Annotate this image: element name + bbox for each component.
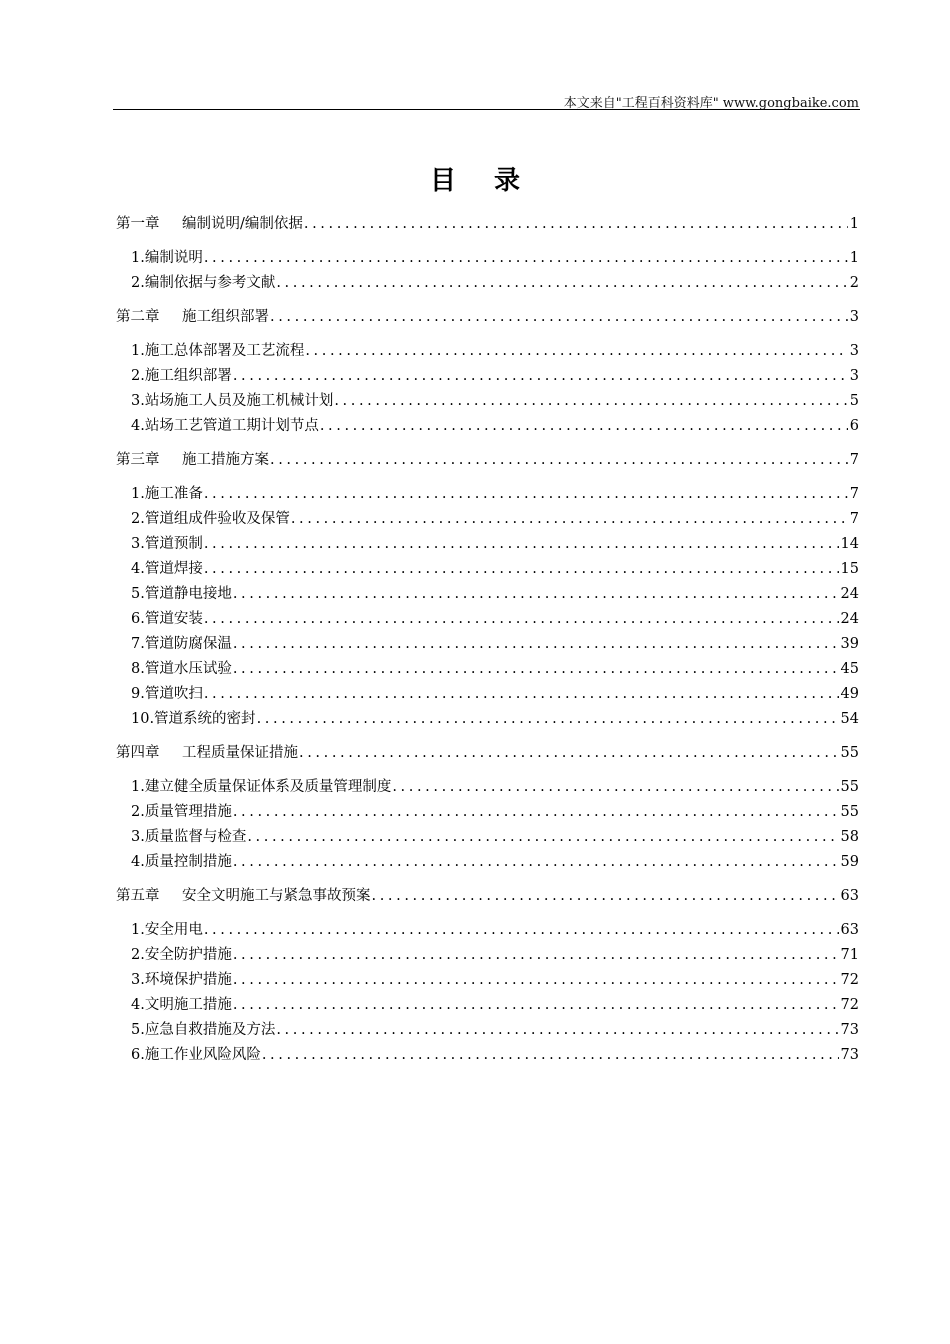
toc-dot-leader <box>204 247 848 269</box>
toc-section-row[interactable] <box>131 390 859 412</box>
toc-dot-leader <box>276 272 847 294</box>
header-divider <box>113 109 860 110</box>
toc-chapter-title: 施工组织部署 <box>182 309 269 325</box>
toc-dot-leader <box>392 776 838 798</box>
toc-dot-leader <box>247 826 838 848</box>
toc-page-number: 58 <box>840 829 859 845</box>
toc-dot-leader <box>291 508 848 530</box>
toc-dot-leader <box>204 608 839 630</box>
toc-section-row[interactable] <box>131 969 859 991</box>
toc-section-row[interactable] <box>131 919 859 941</box>
toc-dot-leader <box>320 415 848 437</box>
toc-page-number: 55 <box>840 745 859 761</box>
toc-entry-label: 5.应急自救措施及方法 <box>131 1022 276 1038</box>
toc-entry-label: 4.文明施工措施 <box>131 997 232 1013</box>
toc-entry-label: 3.站场施工人员及施工机械计划 <box>131 393 334 409</box>
toc-chapter-number: 第三章 <box>116 452 160 468</box>
toc-section-row[interactable] <box>131 365 859 387</box>
toc-entry-label: 9.管道吹扫 <box>131 686 203 702</box>
toc-page-number: 73 <box>840 1022 859 1038</box>
toc-page-number: 2 <box>849 275 859 291</box>
toc-dot-leader <box>233 365 848 387</box>
toc-page-number: 14 <box>840 536 859 552</box>
toc-entry-label <box>116 742 298 764</box>
toc-entry-label: 5.管道静电接地 <box>131 586 232 602</box>
toc-section-row[interactable] <box>131 1044 859 1066</box>
toc-entry-label <box>116 885 371 907</box>
toc-section-row[interactable] <box>131 1019 859 1041</box>
toc-section-row[interactable] <box>131 826 859 848</box>
header-source-text: 本文来自"工程百科资料库" www.gongbaike.com <box>563 96 859 111</box>
toc-entry-label: 4.质量控制措施 <box>131 854 232 870</box>
toc-page-number: 55 <box>840 804 859 820</box>
toc-entry-label: 6.施工作业风险风险 <box>131 1047 261 1063</box>
toc-chapter-number: 第一章 <box>116 216 160 232</box>
toc-page-number: 7 <box>849 511 859 527</box>
toc-page-number: 54 <box>840 711 859 727</box>
toc-entry-label: 3.质量监督与检查 <box>131 829 247 845</box>
toc-dot-leader <box>304 213 848 235</box>
toc-chapter-row[interactable] <box>116 742 859 764</box>
toc-section-row[interactable] <box>131 776 859 798</box>
toc-chapter-title: 施工措施方案 <box>182 452 269 468</box>
toc-entry-label: 1.施工总体部署及工艺流程 <box>131 343 305 359</box>
toc-entry-label: 8.管道水压试验 <box>131 661 232 677</box>
toc-dot-leader <box>233 851 839 873</box>
toc-section-row[interactable] <box>131 633 859 655</box>
toc-chapter-number: 第二章 <box>116 309 160 325</box>
toc-dot-leader <box>204 483 848 505</box>
toc-page-number: 73 <box>840 1047 859 1063</box>
toc-entry-label: 2.质量管理措施 <box>131 804 232 820</box>
toc-entry-label: 4.站场工艺管道工期计划节点 <box>131 418 319 434</box>
toc-page-number: 45 <box>840 661 859 677</box>
toc-section-row[interactable] <box>131 340 859 362</box>
toc-page-number: 3 <box>849 368 859 384</box>
toc-page-number: 72 <box>840 997 859 1013</box>
toc-dot-leader <box>204 683 839 705</box>
toc-chapter-row[interactable] <box>116 885 859 907</box>
toc-dot-leader <box>233 658 839 680</box>
toc-section-row[interactable] <box>131 994 859 1016</box>
toc-page-number: 39 <box>840 636 859 652</box>
toc-entry-label: 3.环境保护措施 <box>131 972 232 988</box>
toc-page-number: 1 <box>849 216 859 232</box>
toc-entry-label: 1.安全用电 <box>131 922 203 938</box>
toc-entry-label: 10.管道系统的密封 <box>131 711 256 727</box>
toc-chapter-number: 第四章 <box>116 745 160 761</box>
toc-entry-label: 6.管道安装 <box>131 611 203 627</box>
toc-entry-label: 1.编制说明 <box>131 250 203 266</box>
toc-entry-label: 2.管道组成件验收及保管 <box>131 511 290 527</box>
toc-page-number: 24 <box>840 586 859 602</box>
toc-dot-leader <box>262 1044 839 1066</box>
toc-dot-leader <box>276 1019 838 1041</box>
toc-dot-leader <box>233 994 839 1016</box>
toc-section-row[interactable] <box>131 272 859 294</box>
toc-entry-label: 2.施工组织部署 <box>131 368 232 384</box>
toc-page-number: 49 <box>840 686 859 702</box>
toc-page-number: 55 <box>840 779 859 795</box>
toc-page-number: 15 <box>840 561 859 577</box>
toc-dot-leader <box>305 340 847 362</box>
toc-chapter-number: 第五章 <box>116 888 160 904</box>
page-title: 目录 <box>429 166 558 196</box>
toc-entry-label: 2.安全防护措施 <box>131 947 232 963</box>
toc-dot-leader <box>372 885 839 907</box>
toc-section-row[interactable] <box>131 708 859 730</box>
toc-page-number: 3 <box>849 343 859 359</box>
toc-entry-label: 4.管道焊接 <box>131 561 203 577</box>
toc-chapter-title: 工程质量保证措施 <box>182 745 298 761</box>
toc-section-row[interactable] <box>131 583 859 605</box>
toc-section-row[interactable] <box>131 801 859 823</box>
toc-entry-label: 1.施工准备 <box>131 486 203 502</box>
toc-section-row[interactable] <box>131 533 859 555</box>
toc-dot-leader <box>257 708 839 730</box>
toc-page-number: 24 <box>840 611 859 627</box>
toc-page-number: 3 <box>849 309 859 325</box>
toc-dot-leader <box>233 969 839 991</box>
toc-entry-label <box>116 306 269 328</box>
toc-dot-leader <box>233 801 839 823</box>
toc-page-number: 71 <box>840 947 859 963</box>
toc-page-number: 63 <box>840 888 859 904</box>
toc-chapter-row[interactable] <box>116 306 859 328</box>
toc-section-row[interactable] <box>131 944 859 966</box>
toc-page-number: 72 <box>840 972 859 988</box>
toc-dot-leader <box>233 944 839 966</box>
toc-page-number: 5 <box>849 393 859 409</box>
toc-entry-label <box>116 449 269 471</box>
toc-section-row[interactable] <box>131 608 859 630</box>
toc-section-row[interactable] <box>131 558 859 580</box>
toc-dot-leader <box>233 583 839 605</box>
toc-dot-leader <box>270 449 848 471</box>
toc-dot-leader <box>204 919 839 941</box>
toc-entry-label: 3.管道预制 <box>131 536 203 552</box>
toc-page-number: 59 <box>840 854 859 870</box>
toc-section-row[interactable] <box>131 851 859 873</box>
toc-page-number: 7 <box>849 452 859 468</box>
toc-chapter-row[interactable] <box>116 449 859 471</box>
toc-page-number: 7 <box>849 486 859 502</box>
toc-section-row[interactable] <box>131 683 859 705</box>
toc-dot-leader <box>204 533 839 555</box>
toc-entry-label: 7.管道防腐保温 <box>131 636 232 652</box>
toc-entry-label: 2.编制依据与参考文献 <box>131 275 276 291</box>
toc-dot-leader <box>204 558 839 580</box>
toc-page-number: 6 <box>849 418 859 434</box>
toc-chapter-title: 安全文明施工与紧急事故预案 <box>182 888 371 904</box>
toc-page-number: 1 <box>849 250 859 266</box>
toc-section-row[interactable] <box>131 247 859 269</box>
toc-entry-label <box>116 213 303 235</box>
toc-section-row[interactable] <box>131 658 859 680</box>
toc-dot-leader <box>233 633 839 655</box>
toc-dot-leader <box>299 742 839 764</box>
toc-dot-leader <box>270 306 848 328</box>
toc-page-number: 63 <box>840 922 859 938</box>
toc-entry-label: 1.建立健全质量保证体系及质量管理制度 <box>131 779 392 795</box>
toc-section-row[interactable] <box>131 483 859 505</box>
toc-dot-leader <box>334 390 847 412</box>
toc-section-row[interactable] <box>131 415 859 437</box>
toc-chapter-title: 编制说明/编制依据 <box>182 216 303 232</box>
toc-chapter-row[interactable] <box>116 213 859 235</box>
toc-section-row[interactable] <box>131 508 859 530</box>
